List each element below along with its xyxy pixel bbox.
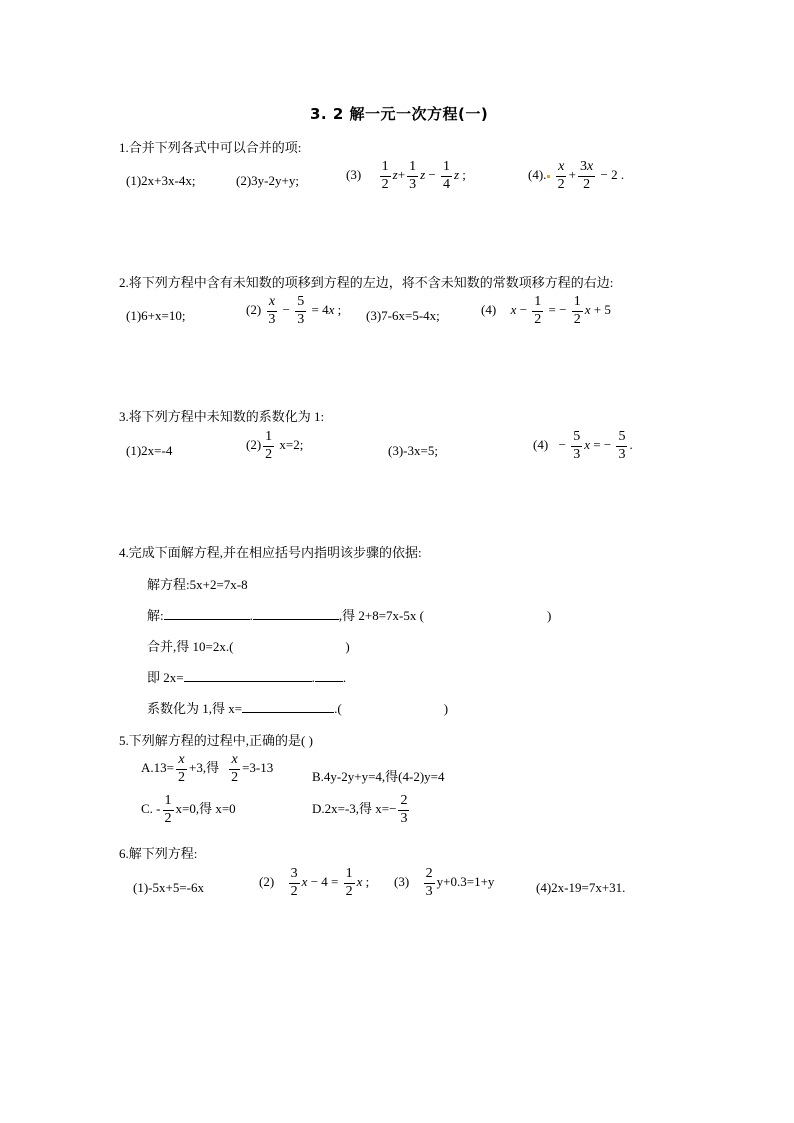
- q3-part-1: (1)2x=-4: [126, 443, 173, 458]
- fraction: $\frac{2}{3}$: [425, 866, 433, 899]
- q5-option-c-tail: x=0,得 x=0: [175, 801, 236, 817]
- q4-line-2-label: 解:: [147, 608, 164, 623]
- q3-part-4-label: (4): [533, 437, 549, 453]
- fraction: $\frac{1}{2}$: [345, 866, 353, 899]
- fraction: $\frac{x}{2}$: [231, 752, 239, 785]
- q4-line-5-close: ): [443, 701, 449, 716]
- question-3-stem: 3.将下列方程中未知数的系数化为 1:: [119, 409, 325, 424]
- q5-option-d-text: D.2x=-3,得 x=−: [312, 801, 397, 817]
- q4-line-5-text: 系数化为 1,得 x=: [147, 701, 243, 716]
- q5-option-a-mid: +3,得: [188, 760, 220, 776]
- fraction: $\frac{3x}{2}$: [580, 159, 594, 192]
- q5-option-a-tail: =3-13: [242, 760, 274, 776]
- q1-part-3: (3) $\frac{1}{2}$ z+ $\frac{1}{3}$ z − $\frac{1}{4}$ z ;: [346, 159, 466, 192]
- q6-part-1: (1)-5x+5=-6x: [133, 880, 204, 895]
- fraction: $\frac{1}{2}$: [265, 429, 273, 462]
- fraction: $\frac{1}{3}$: [409, 159, 417, 192]
- answer-blank[interactable]: [184, 669, 312, 682]
- fraction: $\frac{3}{2}$: [290, 866, 298, 899]
- page-title: 3. 2 解一元一次方程(一): [310, 105, 489, 123]
- q5-option-c-text: C. -: [141, 801, 161, 817]
- fraction: $\frac{1}{2}$: [381, 159, 389, 192]
- q3-part-3: (3)-3x=5;: [388, 443, 438, 458]
- q5-option-a: [141, 753, 273, 785]
- q4-line-3-text: 合并,得 10=2x.(: [147, 639, 234, 654]
- q2-part-4-label: (4): [481, 302, 497, 318]
- q6-part-2: (2) $\frac{3}{2}$ x − 4 = $\frac{1}{2}$ x ;: [259, 866, 370, 899]
- q4-line-1: 解方程:5x+2=7x-8: [147, 577, 248, 592]
- q5-option-d: [312, 794, 411, 826]
- q4-line-5-open: .(: [334, 701, 342, 716]
- q6-part-4: (4)2x-19=7x+31.: [536, 880, 626, 895]
- fraction: $\frac{1}{2}$: [164, 793, 172, 826]
- q2-part-1: (1)6+x=10;: [126, 308, 186, 323]
- fraction: $\frac{1}{4}$: [442, 159, 450, 192]
- fraction: $\frac{5}{3}$: [573, 429, 581, 462]
- fraction: $\frac{1}{2}$: [573, 294, 581, 327]
- q6-part-3: [394, 867, 494, 899]
- q4-line-2-text: ,得 2+8=7x-5x (: [338, 608, 424, 623]
- q1-part-3-label: (3): [346, 167, 362, 183]
- question-1-stem: 1.合并下列各式中可以合并的项:: [119, 140, 302, 155]
- answer-blank[interactable]: [242, 700, 334, 713]
- q5-option-a-text: A.13=: [141, 760, 174, 776]
- q3-part-4: (4) − $\frac{5}{3}$ x = − $\frac{5}{3}$ .: [533, 429, 633, 462]
- q4-line-5: [147, 698, 448, 717]
- q2-part-2-label: (2): [246, 302, 262, 318]
- q6-part-3-label: (3): [394, 874, 410, 890]
- q1-part-1: (1)2x+3x-4x;: [126, 173, 196, 188]
- question-2-stem: 2.将下列方程中含有未知数的项移到方程的左边，将不含未知数的常数项移方程的右边:: [119, 275, 614, 290]
- fraction: $\frac{5}{3}$: [297, 294, 305, 327]
- q6-part-2-label: (2): [259, 874, 275, 890]
- q3-part-2-tail: x=2;: [279, 437, 304, 453]
- q1-part-4: (4). $\frac{x}{2}$ + $\frac{3x}{2}$ − 2 .: [528, 159, 625, 192]
- q3-part-2-label: (2): [246, 437, 262, 453]
- q2-part-2: (2) $\frac{x}{3}$ − $\frac{5}{3}$ = 4x ;: [246, 294, 342, 327]
- fraction: $\frac{2}{3}$: [400, 793, 408, 826]
- q6-part-3-tail: y+0.3=1+y: [436, 874, 495, 890]
- answer-blank[interactable]: [253, 607, 339, 620]
- fraction: $\frac{5}{3}$: [618, 429, 626, 462]
- q5-option-c: [141, 794, 236, 826]
- q4-line-2-close: ): [546, 608, 552, 623]
- answer-blank[interactable]: [315, 669, 343, 682]
- question-4-stem: 4.完成下面解方程,并在相应括号内指明该步骤的依据:: [119, 545, 422, 560]
- q4-line-2: 解: . ,得 2+8=7x-5x ( ): [147, 608, 552, 623]
- q5-option-b: B.4y-2y+y=4,得(4-2)y=4: [312, 769, 445, 784]
- q2-part-3: (3)7-6x=5-4x;: [366, 308, 440, 323]
- q3-part-2: [246, 430, 303, 462]
- fraction: $\frac{1}{2}$: [534, 294, 542, 327]
- q4-line-4: 即 2x= . .: [147, 670, 347, 685]
- q4-line-3: [147, 636, 350, 655]
- answer-blank[interactable]: [164, 607, 250, 620]
- q1-part-2: (2)3y-2y+y;: [236, 173, 299, 188]
- q4-line-4-text: 即 2x=: [147, 670, 184, 685]
- question-6-stem: 6.解下列方程:: [119, 846, 198, 861]
- fraction: $\frac{x}{3}$: [268, 294, 276, 327]
- fraction: $\frac{x}{2}$: [557, 159, 565, 192]
- margin-mark: [547, 175, 550, 178]
- question-5-stem: 5.下列解方程的过程中,正确的是( ): [119, 733, 313, 748]
- q2-part-4: (4) x − $\frac{1}{2}$ = − $\frac{1}{2}$ x + 5: [481, 294, 611, 327]
- q4-line-3-close: ): [345, 639, 350, 654]
- q1-part-4-label: (4): [528, 167, 544, 183]
- fraction: $\frac{x}{2}$: [177, 752, 185, 785]
